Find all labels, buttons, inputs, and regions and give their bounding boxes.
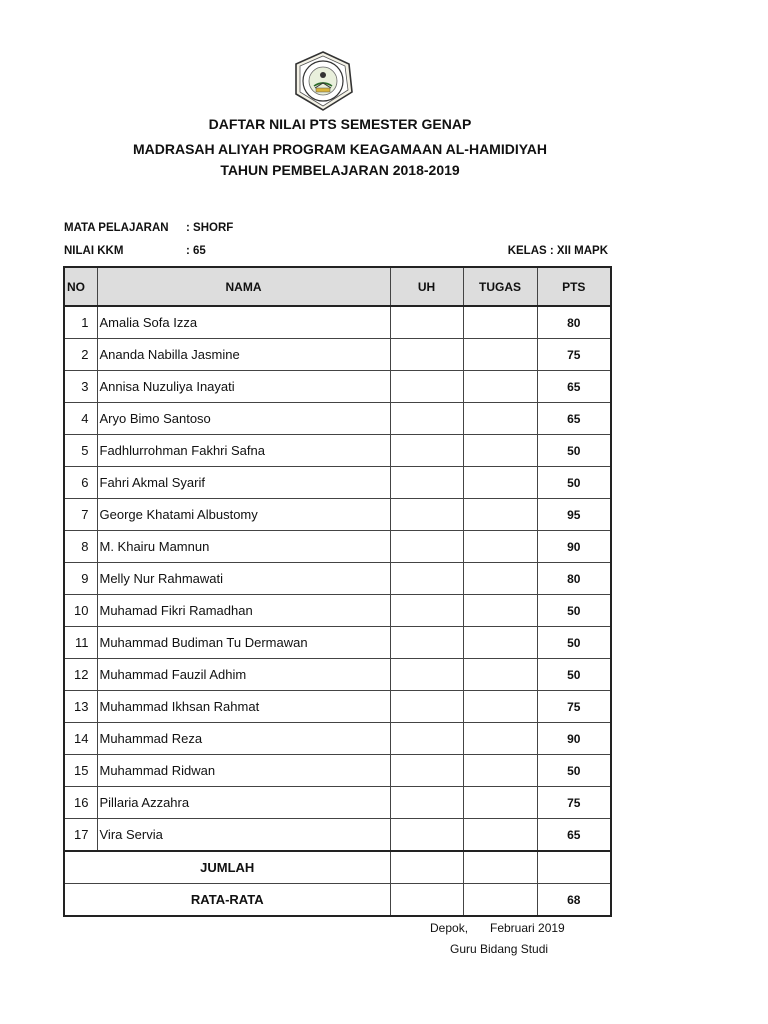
table-row (64, 403, 611, 435)
cell-uh (390, 723, 463, 755)
cell-nama: Muhammad Fauzil Adhim (97, 659, 390, 691)
cell-tugas (463, 563, 537, 595)
cell-no: 11 (64, 627, 97, 659)
rata-rata-label: RATA-RATA (64, 884, 390, 917)
rata-rata-pts: 68 (537, 884, 611, 917)
table-row (64, 723, 611, 755)
rata-rata-uh (390, 884, 463, 917)
cell-tugas (463, 467, 537, 499)
cell-tugas (463, 403, 537, 435)
cell-uh (390, 659, 463, 691)
cell-no: 7 (64, 499, 97, 531)
cell-uh (390, 339, 463, 371)
cell-uh (390, 306, 463, 339)
table-row (64, 755, 611, 787)
cell-no: 8 (64, 531, 97, 563)
cell-tugas (463, 306, 537, 339)
cell-uh (390, 531, 463, 563)
cell-tugas (463, 755, 537, 787)
table-row (64, 531, 611, 563)
cell-no: 6 (64, 467, 97, 499)
table-row (64, 371, 611, 403)
cell-nama: Muhammad Ikhsan Rahmat (97, 691, 390, 723)
table-header-row (64, 267, 611, 306)
table-row (64, 627, 611, 659)
cell-pts: 95 (537, 499, 611, 531)
rata-rata-row (64, 884, 611, 917)
table-row (64, 659, 611, 691)
jumlah-row (64, 851, 611, 884)
cell-tugas (463, 371, 537, 403)
cell-pts: 80 (537, 306, 611, 339)
cell-pts: 50 (537, 659, 611, 691)
cell-uh (390, 371, 463, 403)
cell-pts: 90 (537, 723, 611, 755)
cell-uh (390, 691, 463, 723)
class-label: KELAS : XII MAPK (507, 245, 608, 257)
cell-uh (390, 467, 463, 499)
cell-nama: Pillaria Azzahra (97, 787, 390, 819)
cell-nama: Muhammad Budiman Tu Dermawan (97, 627, 390, 659)
jumlah-pts (537, 851, 611, 884)
cell-pts: 50 (537, 435, 611, 467)
cell-nama: Vira Servia (97, 819, 390, 852)
cell-no: 9 (64, 563, 97, 595)
cell-nama: Aryo Bimo Santoso (97, 403, 390, 435)
cell-uh (390, 755, 463, 787)
cell-no: 13 (64, 691, 97, 723)
cell-tugas (463, 531, 537, 563)
cell-tugas (463, 691, 537, 723)
subject-value: : SHORF (186, 222, 234, 234)
cell-no: 4 (64, 403, 97, 435)
subject-label: MATA PELAJARAN (64, 222, 169, 234)
table-row (64, 787, 611, 819)
cell-uh (390, 819, 463, 852)
cell-tugas (463, 499, 537, 531)
cell-nama: Muhamad Fikri Ramadhan (97, 595, 390, 627)
cell-pts: 65 (537, 819, 611, 852)
cell-pts: 65 (537, 371, 611, 403)
cell-nama: Muhammad Reza (97, 723, 390, 755)
cell-pts: 75 (537, 691, 611, 723)
signature-date: Februari 2019 (490, 921, 565, 935)
col-header-pts: PTS (537, 267, 611, 306)
col-header-uh: UH (390, 267, 463, 306)
cell-uh (390, 403, 463, 435)
table-row (64, 499, 611, 531)
cell-pts: 50 (537, 467, 611, 499)
cell-nama: George Khatami Albustomy (97, 499, 390, 531)
table-row (64, 467, 611, 499)
cell-uh (390, 435, 463, 467)
cell-nama: Muhammad Ridwan (97, 755, 390, 787)
cell-uh (390, 499, 463, 531)
table-row (64, 595, 611, 627)
cell-no: 3 (64, 371, 97, 403)
cell-nama: Melly Nur Rahmawati (97, 563, 390, 595)
cell-uh (390, 595, 463, 627)
cell-pts: 75 (537, 339, 611, 371)
cell-tugas (463, 339, 537, 371)
rata-rata-tugas (463, 884, 537, 917)
jumlah-tugas (463, 851, 537, 884)
cell-uh (390, 563, 463, 595)
cell-no: 12 (64, 659, 97, 691)
grades-table (63, 266, 612, 917)
cell-no: 2 (64, 339, 97, 371)
table-row (64, 819, 611, 852)
table-row (64, 435, 611, 467)
col-header-nama: NAMA (97, 267, 390, 306)
table-row (64, 306, 611, 339)
cell-nama: Amalia Sofa Izza (97, 306, 390, 339)
title-line-2: MADRASAH ALIYAH PROGRAM KEAGAMAAN AL-HAMIDIYAH (132, 141, 548, 157)
cell-no: 14 (64, 723, 97, 755)
table-row (64, 691, 611, 723)
cell-tugas (463, 819, 537, 852)
cell-tugas (463, 627, 537, 659)
col-header-no: NO (64, 267, 97, 306)
cell-no: 15 (64, 755, 97, 787)
cell-tugas (463, 595, 537, 627)
kkm-label: NILAI KKM (64, 245, 124, 257)
cell-no: 1 (64, 306, 97, 339)
table-row (64, 339, 611, 371)
cell-tugas (463, 435, 537, 467)
cell-pts: 50 (537, 755, 611, 787)
signature-place: Depok, (430, 921, 469, 935)
cell-no: 10 (64, 595, 97, 627)
cell-nama: Ananda Nabilla Jasmine (97, 339, 390, 371)
kkm-value: : 65 (186, 245, 206, 257)
cell-nama: Fadhlurrohman Fakhri Safna (97, 435, 390, 467)
cell-pts: 80 (537, 563, 611, 595)
title-line-1: DAFTAR NILAI PTS SEMESTER GENAP (208, 116, 472, 132)
cell-tugas (463, 787, 537, 819)
cell-pts: 75 (537, 787, 611, 819)
table-row (64, 563, 611, 595)
jumlah-uh (390, 851, 463, 884)
cell-nama: M. Khairu Mamnun (97, 531, 390, 563)
cell-uh (390, 787, 463, 819)
cell-uh (390, 627, 463, 659)
cell-pts: 90 (537, 531, 611, 563)
school-logo (292, 50, 354, 112)
cell-pts: 50 (537, 627, 611, 659)
cell-no: 5 (64, 435, 97, 467)
cell-nama: Annisa Nuzuliya Inayati (97, 371, 390, 403)
col-header-tugas: TUGAS (463, 267, 537, 306)
cell-pts: 65 (537, 403, 611, 435)
cell-tugas (463, 659, 537, 691)
cell-tugas (463, 723, 537, 755)
cell-nama: Fahri Akmal Syarif (97, 467, 390, 499)
cell-no: 16 (64, 787, 97, 819)
cell-no: 17 (64, 819, 97, 852)
title-line-3: TAHUN PEMBELAJARAN 2018-2019 (220, 162, 460, 178)
cell-pts: 50 (537, 595, 611, 627)
signature-role: Guru Bidang Studi (450, 942, 549, 956)
jumlah-label: JUMLAH (64, 851, 390, 884)
